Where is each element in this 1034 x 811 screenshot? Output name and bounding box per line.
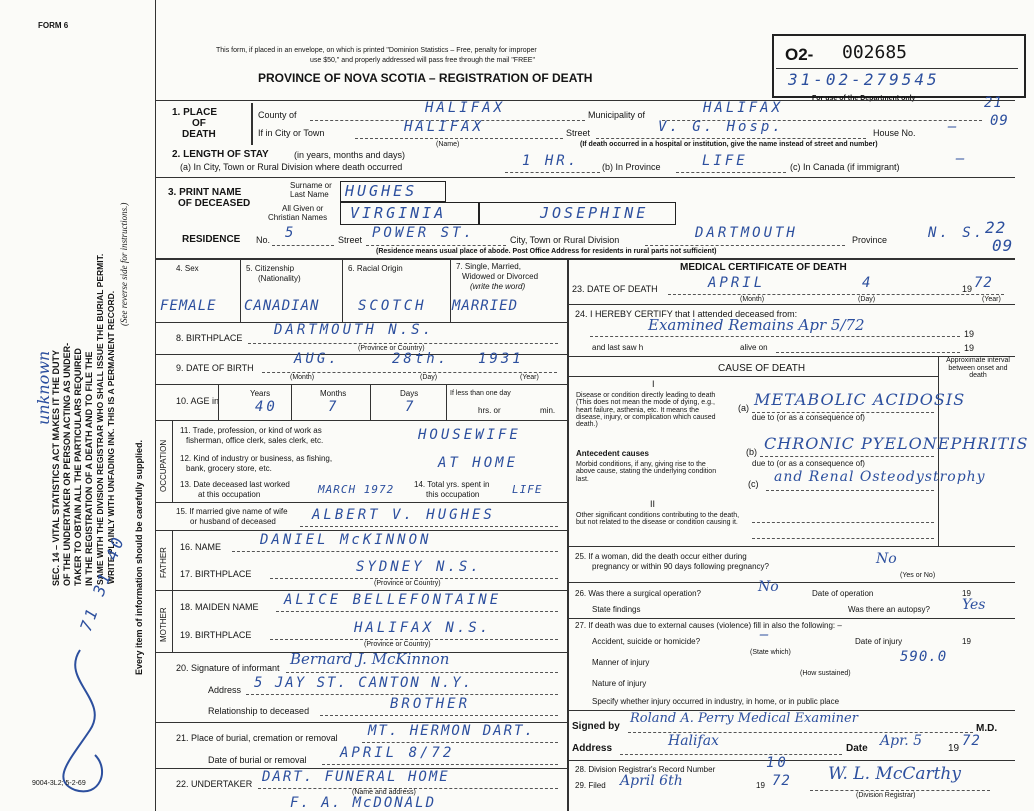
hospital-value: V. G. Hosp. — [658, 119, 784, 135]
dept-code-2: 09 — [990, 113, 1009, 129]
death-year-value: 72 — [974, 275, 993, 291]
industry-value: AT HOME — [438, 455, 519, 471]
cause-a-value: METABOLIC ACIDOSIS — [754, 390, 966, 409]
franking-notice-line1: This form, if placed in an envelope, on which is printed "Dominion Statistics – Free, penalty for improper — [216, 47, 537, 54]
house-value: — — [948, 119, 960, 135]
physician-date: Apr. 5 — [880, 733, 923, 749]
death-month-value: APRIL — [708, 275, 766, 291]
place-label: 1. PLACE — [172, 107, 218, 118]
sex-value: FEMALE — [160, 298, 217, 314]
reg-second-number: 31-02-279545 — [788, 70, 940, 89]
mother-maiden-value: ALICE BELLEFONTAINE — [284, 592, 502, 608]
margin-scribble — [40, 640, 130, 800]
mother-birthplace-value: HALIFAX N.S. — [354, 620, 492, 636]
medical-certificate-title: MEDICAL CERTIFICATE OF DEATH — [680, 262, 847, 273]
interval-header: Approximate interval between onset and death — [946, 357, 1010, 380]
cause-c-value: and Renal Osteodystrophy — [774, 469, 986, 485]
other-conditions-instruction: Other significant conditions contributing to the death, but not related to the disease or condition causing it. — [576, 512, 740, 527]
supply-note: Every item of information should be carefully supplied. — [134, 439, 144, 675]
informant-signature: Bernard J. McKinnon — [290, 650, 450, 668]
county-value: HALIFAX — [425, 100, 506, 116]
dept-use-caption: For use of the Department only — [812, 95, 916, 102]
occupation-value: HOUSEWIFE — [418, 427, 521, 443]
cause-b-value: CHRONIC PYELONEPHRITIS — [764, 434, 1029, 453]
certify-value: Examined Remains Apr 5/72 — [648, 316, 865, 334]
informant-address: 5 JAY ST. CANTON N.Y. — [254, 675, 474, 691]
physician-signature: Roland A. Perry Medical Examiner — [630, 711, 858, 726]
spouse-value: ALBERT V. HUGHES — [312, 507, 495, 523]
father-birthplace-value: SYDNEY N.S. — [356, 559, 482, 575]
dept-code-1: 21 — [984, 95, 1003, 111]
margin-handwritten-note: unknown — [34, 350, 53, 425]
residence-street: POWER ST. — [372, 225, 475, 241]
surname-value: HUGHES — [345, 182, 418, 200]
municipality-value: HALIFAX — [703, 100, 784, 116]
residence-code-1: 22 — [985, 218, 1007, 237]
margin-handwritten-numbers: 71 31 40 — [76, 532, 129, 634]
burial-date-value: APRIL 8/72 — [340, 745, 455, 761]
birthplace-value: DARTMOUTH N.S. — [274, 322, 435, 338]
father-name-value: DANIEL McKINNON — [260, 532, 432, 548]
last-worked-value: MARCH 1972 — [318, 483, 395, 496]
age-years: 40 — [255, 399, 278, 415]
dob-month: AUG. — [294, 351, 340, 367]
disease-instruction: Disease or condition directly leading to death (This does not mean the mode of dying, e.g., heart failure, asthenia, etc. It means the disease, injury, or complication which caused death.) — [576, 392, 716, 429]
hospital-note: (If death occurred in a hospital or institution, give the name instead of street and number) — [580, 141, 878, 148]
manner-code: 590.0 — [900, 649, 948, 665]
residence-no: 5 — [285, 225, 297, 241]
age-months: 7 — [328, 399, 340, 415]
registrar-signature: W. L. McCarthy — [828, 764, 961, 784]
physician-date-year: 72 — [962, 733, 981, 749]
residence-note: (Residence means usual place of abode. Post Office Address for residents in rural parts not sufficient) — [376, 248, 717, 255]
given-name-2: JOSEPHINE — [540, 204, 649, 222]
stay-canada-value: — — [956, 151, 968, 167]
reg-prefix: O2- — [785, 45, 814, 64]
form-title: PROVINCE OF NOVA SCOTIA – REGISTRATION OF DEATH — [258, 71, 593, 85]
undertaker-value: DART. FUNERAL HOME — [262, 769, 450, 785]
form-code: 9004-3L2; 5-2-69 — [32, 780, 86, 787]
q25-value: No — [876, 551, 897, 567]
racial-origin-value: SCOTCH — [358, 298, 427, 314]
father-side-label: FATHER — [159, 547, 168, 578]
residence-division: DARTMOUTH — [695, 225, 798, 241]
informant-relationship: BROTHER — [390, 696, 471, 712]
citizenship-value: CANADIAN — [244, 298, 320, 314]
form-label: FORM 6 — [38, 21, 69, 30]
residence-province: N. S. — [928, 225, 986, 241]
undertaker-name-value: F. A. McDONALD — [290, 795, 437, 811]
burial-place-value: MT. HERMON DART. — [368, 723, 535, 739]
autopsy-value: Yes — [962, 597, 986, 613]
occupation-side-label: OCCUPATION — [159, 439, 168, 492]
record-number-value: 10 — [766, 755, 789, 771]
dob-year: 1931 — [478, 351, 524, 367]
reg-number: 002685 — [842, 42, 908, 63]
franking-notice-line2: use $50," and properly addressed will pass free through the mail "FREE" — [310, 57, 535, 64]
marital-status-value: MARRIED — [452, 298, 519, 314]
total-years-value: LIFE — [512, 483, 543, 496]
dob-day: 28th. — [392, 351, 450, 367]
q26-value: No — [758, 579, 779, 595]
death-day-value: 4 — [862, 275, 874, 291]
residence-code-2: 09 — [992, 236, 1014, 255]
given-name-1: VIRGINIA — [350, 204, 447, 222]
antecedent-instruction: Morbid conditions, if any, giving rise to the above cause, stating the underlying condition last. — [576, 461, 717, 483]
cause-of-death-header: CAUSE OF DEATH — [718, 363, 806, 374]
mother-side-label: MOTHER — [159, 607, 168, 642]
filed-date-value: April 6th — [620, 773, 683, 789]
filed-year-value: 72 — [772, 773, 791, 789]
stay-city-value: 1 HR. — [522, 153, 580, 169]
age-days: 7 — [405, 399, 417, 415]
accident-value: — — [760, 627, 772, 643]
city-value: HALIFAX — [404, 119, 485, 135]
stay-province-value: LIFE — [702, 153, 748, 169]
physician-address: Halifax — [668, 733, 719, 749]
